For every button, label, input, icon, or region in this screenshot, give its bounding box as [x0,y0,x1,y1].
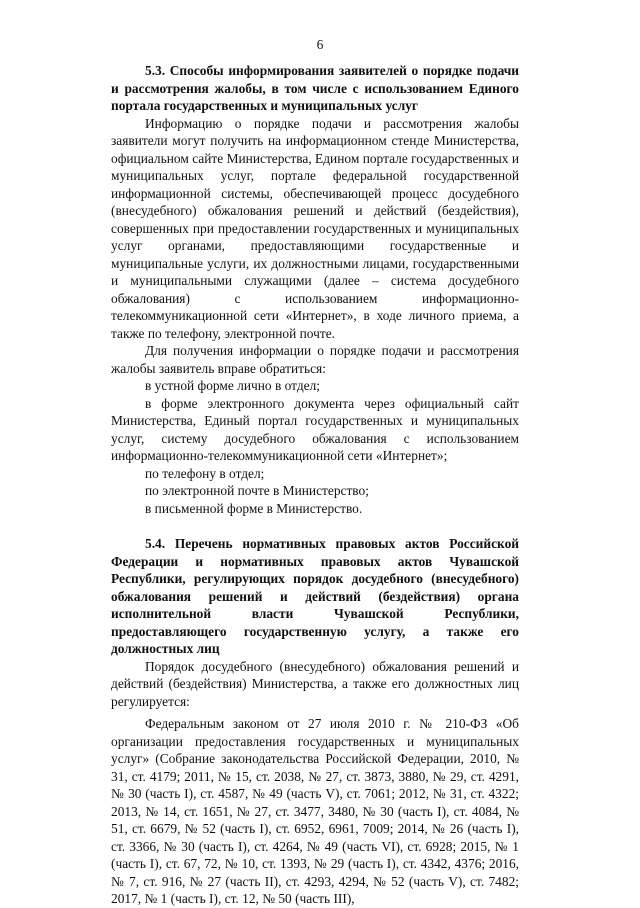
contact-method-item: по телефону в отдел; [145,465,265,481]
section-5-3-paragraph: Информацию о порядке подачи и рассмотрения жалобы заявители могут получить на информационном стенде Министерства, официальном сайте Министерства, Едином портале государственных и муниципальных услуг, портале федеральной государственной информационной системы, обеспечивающей процесс досудебного (внесудебного) обжалования решений и действий (бездействия), совершенных при предоставлении государственных и муниципальных услуг органами, предоставляющими государственные и муниципальные услуги, их должностными лицами, государственными и муниципальными служащими (далее – система досудебного обжалования) с использованием информационно-телекоммуникационной сети «Интернет», в ходе личного приема, а также по телефону, электронной почте. [111,115,519,341]
section-5-3-heading: 5.3. Способы информирования заявителей о порядке подачи и рассмотрения жалобы, в том числе с использованием Единого портала государственных и муниципальных услуг [111,63,519,113]
page-content [111,62,519,908]
contact-method-item: в форме электронного документа через официальный сайт Министерства, Единый портал государственных и муниципальных услуг, систему досудебного обжалования с использованием информационно-телекоммуникационной сети «Интернет»; [111,395,519,463]
section-5-4-heading: 5.4. Перечень нормативных правовых актов Российской Федерации и нормативных правовых актов Чувашской Республики, регулирующих порядок досудебного (внесудебного) обжалования решений и действий (бездействия) органа исполнительной власти Чувашской Республики, предоставляющего государственную услугу, а также его должностных лиц [111,536,519,656]
section-5-4-paragraph: Федеральным законом от 27 июля 2010 г. № 210-ФЗ «Об организации предоставления государственных и муниципальных услуг» (Собрание законодательства Российской Федерации, 2010, № 31, ст. 4179; 2011, № 15, ст. 2038, № 27, ст. 3873, 3880, № 29, ст. 4291, № 30 (часть I), ст. 4587, № 49 (часть V), ст. 7061; 2012, № 31, ст. 4322; 2013, № 14, ст. 1651, № 27, ст. 3477, 3480, № 30 (часть I), ст. 4084, № 51, ст. 6679, № 52 (часть I), ст. 6952, 6961, 7009; 2014, № 26 (часть I), ст. 3366, № 30 (часть I), ст. 4264, № 49 (часть VI), ст. 6928; 2015, № 1 (часть I), ст. 67, 72, № 10, ст. 1393, № 29 (часть I), ст. 4342, 4376; 2016, № 7, ст. 916, № 27 (часть II), ст. 4293, 4294, № 52 (часть V), ст. 7482; 2017, № 1 (часть I), ст. 12, № 50 (часть III), [111,716,519,906]
contact-method-item: по электронной почте в Министерство; [145,483,369,498]
section-spacer [111,517,519,535]
section-5-3-paragraph: Для получения информации о порядке подачи и рассмотрения жалобы заявитель вправе обратиться: [111,343,519,376]
page-number: 6 [316,37,324,52]
contact-method-item: в письменной форме в Министерство. [145,500,363,516]
section-5-4-paragraph: Порядок досудебного (внесудебного) обжалования решений и действий (бездействия) Министерства, а также его должностных лиц регулируется: [111,658,519,709]
contact-method-item: в устной форме лично в отдел; [145,378,320,393]
